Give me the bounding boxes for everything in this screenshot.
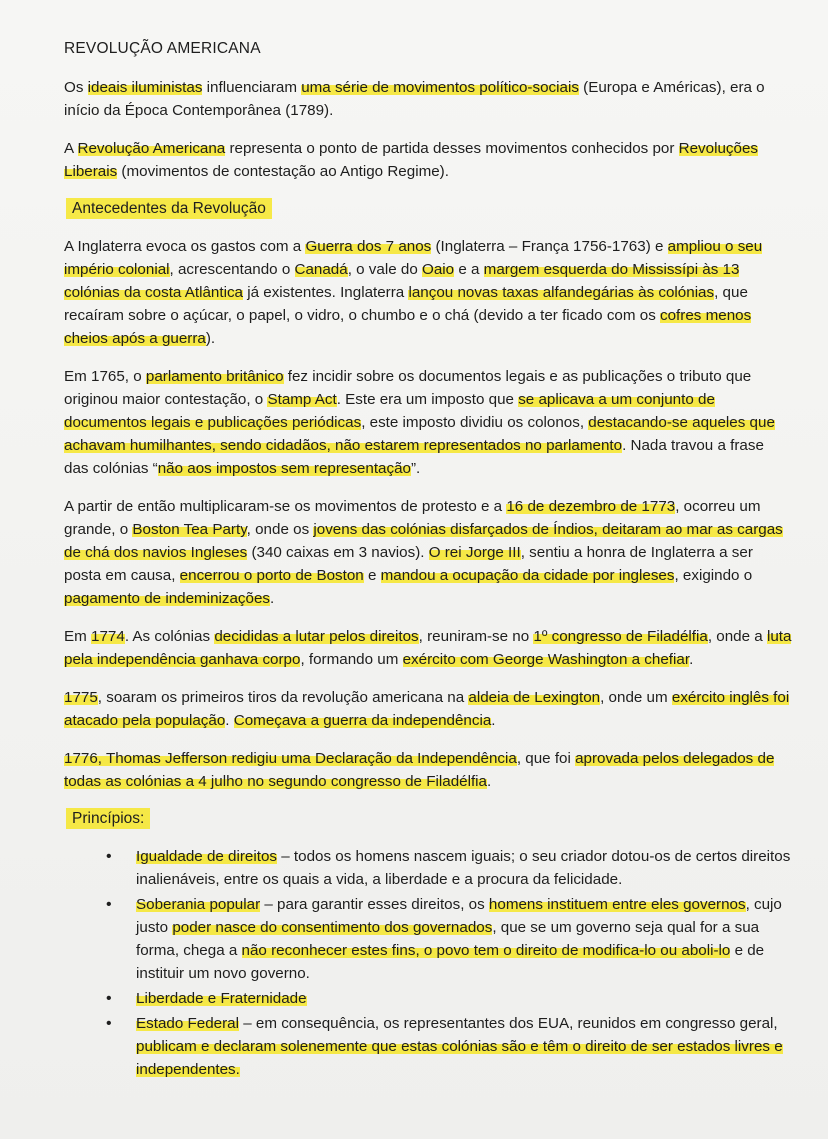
highlighted-text: poder nasce do consentimento dos governados [172, 919, 493, 936]
text-segment: (Inglaterra – França 1756-1763) e [431, 238, 668, 255]
highlighted-text: não reconhecer estes fins, o povo tem o direito de modifica-lo ou aboli-lo [241, 942, 731, 959]
highlighted-text: destacando-se aqueles que achavam humilhantes, sendo cidadãos, não estarem representados no parlamento [64, 414, 775, 454]
highlighted-text: Começava a guerra da independência [233, 712, 492, 729]
highlighted-text: margem esquerda do Mississípi às 13 colónias da costa Atlântica [64, 261, 740, 301]
highlighted-text: ideais iluministas [87, 79, 203, 96]
antecedentes-paragraph-4 [64, 625, 792, 671]
text-segment: representa o ponto de partida desses movimentos conhecidos por [225, 140, 679, 157]
highlighted-text: Liberdade e Fraternidade [136, 990, 307, 1007]
text-segment: e [363, 567, 381, 584]
text-segment: , cujo justo [136, 896, 782, 936]
list-item-text [136, 1015, 783, 1078]
highlighted-text: Revolução Americana [77, 140, 226, 157]
text-segment: e a [454, 261, 484, 278]
text-segment: Os [64, 79, 88, 96]
highlighted-text: aprovada pelos delegados de todas as colónias a 4 julho no segundo congresso de Filadélfia [64, 750, 775, 790]
bullet-icon: • [106, 848, 112, 865]
highlighted-text: Estado Federal [136, 1015, 239, 1032]
highlighted-text: exército inglês foi atacado pela população [64, 689, 790, 729]
highlighted-text: publicam e declaram solenemente que estas colónias são e têm o direito de ser estados livres e independentes. [136, 1038, 783, 1078]
list-item [106, 893, 792, 985]
text-segment: . [270, 590, 275, 607]
text-segment: , onde a [707, 628, 767, 645]
text-segment: . [225, 712, 234, 729]
text-segment: já existentes. Inglaterra [243, 284, 409, 301]
highlighted-text: ampliou o seu império colonial [64, 238, 763, 278]
highlighted-text: 1776, Thomas Jefferson redigiu uma Declaração da Independência [64, 750, 517, 767]
text-segment: (Europa e Américas), era o início da Época Contemporânea (1789). [64, 79, 765, 119]
text-segment: . [491, 712, 496, 729]
highlighted-text: homens instituem entre eles governos [488, 896, 746, 913]
text-segment: (340 caixas em 3 navios). [247, 544, 429, 561]
highlighted-text: Canadá [294, 261, 348, 278]
text-segment: , sentiu a honra de Inglaterra a ser posta em causa, [64, 544, 753, 584]
highlighted-text: 1774 [91, 628, 125, 645]
text-segment: – para garantir esses direitos, os [260, 896, 489, 913]
text-segment: , onde um [600, 689, 672, 706]
highlighted-text: lançou novas taxas alfandegárias às colónias [408, 284, 715, 301]
text-segment: , formando um [300, 651, 403, 668]
principios-list [64, 845, 792, 1081]
text-segment: (movimentos de contestação ao Antigo Regime). [117, 163, 449, 180]
highlighted-text: 1775 [64, 689, 98, 706]
highlighted-text: encerrou o porto de Boston [179, 567, 364, 584]
text-segment: , onde os [246, 521, 314, 538]
section-heading-antecedentes-text: Antecedentes da Revolução [66, 198, 272, 219]
text-segment: ”. [410, 460, 421, 477]
highlighted-text: O rei Jorge III [428, 544, 521, 561]
highlighted-text: parlamento britânico [145, 368, 284, 385]
text-segment: . As colónias [124, 628, 215, 645]
page-title: REVOLUÇÃO AMERICANA [64, 40, 261, 57]
highlighted-text: não aos impostos sem representação [157, 460, 411, 477]
text-segment: A Inglaterra evoca os gastos com a [64, 238, 306, 255]
highlighted-text: pagamento de indeminizações [64, 590, 271, 607]
text-segment: A partir de então multiplicaram-se os movimentos de protesto e a [64, 498, 507, 515]
text-segment: ). [205, 330, 216, 347]
section-heading-antecedentes [66, 198, 792, 219]
text-segment: , que se um governo seja qual for a sua forma, chega a [136, 919, 760, 959]
intro-paragraph-1 [64, 76, 792, 122]
text-segment: , soaram os primeiros tiros da revolução americana na [97, 689, 469, 706]
text-segment: , este imposto dividiu os colonos, [361, 414, 589, 431]
bullet-icon: • [106, 1015, 112, 1032]
text-segment: , exigindo o [674, 567, 753, 584]
antecedentes-paragraph-2 [64, 365, 792, 480]
highlighted-text: Igualdade de direitos [136, 848, 278, 865]
highlighted-text: uma série de movimentos político-sociais [301, 79, 579, 96]
list-item-text [136, 896, 782, 982]
highlighted-text: Boston Tea Party [132, 521, 247, 538]
highlighted-text: se aplicava a um conjunto de documentos legais e publicações periódicas [64, 391, 715, 431]
bullet-icon: • [106, 896, 112, 913]
text-segment: . [689, 651, 694, 668]
text-segment: , que recaíram sobre o açúcar, o papel, o vidro, o chumbo e o chá (devido a ter ficado com os [64, 284, 748, 324]
section-heading-principios [66, 808, 792, 829]
highlighted-text: 1º congresso de Filadélfia [533, 628, 708, 645]
highlighted-text: jovens das colónias disfarçados de Índios, deitaram ao mar as cargas de chá dos navios Ingleses [64, 521, 783, 561]
text-segment: influenciaram [202, 79, 302, 96]
highlighted-text: aldeia de Lexington [468, 689, 601, 706]
list-item [106, 845, 792, 891]
text-segment: Em [64, 628, 92, 645]
text-segment: , ocorreu um grande, o [64, 498, 761, 538]
highlighted-text: Revoluções Liberais [64, 140, 758, 180]
text-segment: , acrescentando o [169, 261, 295, 278]
highlighted-text: exército com George Washington a chefiar [402, 651, 690, 668]
intro-paragraph-2 [64, 137, 792, 183]
antecedentes-paragraph-5 [64, 686, 792, 732]
antecedentes-paragraph-6 [64, 747, 792, 793]
antecedentes-paragraph-3 [64, 495, 792, 610]
highlighted-text: luta pela independência ganhava corpo [64, 628, 792, 668]
section-heading-principios-text: Princípios: [66, 808, 150, 829]
text-segment: fez incidir sobre os documentos legais e as publicações o tributo que originou maior contestação, o [64, 368, 752, 408]
highlighted-text: Oaio [422, 261, 455, 278]
text-segment: A [64, 140, 78, 157]
list-item-text [136, 848, 790, 888]
text-segment: , que foi [516, 750, 576, 767]
highlighted-text: Guerra dos 7 anos [305, 238, 432, 255]
antecedentes-paragraph-1 [64, 235, 792, 350]
text-segment: . Este era um imposto que [336, 391, 519, 408]
text-segment: . Nada travou a frase das colónias “ [64, 437, 764, 477]
highlighted-text: 16 de dezembro de 1773 [506, 498, 676, 515]
highlighted-text: Stamp Act [267, 391, 337, 408]
list-item-text [136, 990, 307, 1007]
text-segment: – todos os homens nascem iguais; o seu criador dotou-os de certos direitos inalienáveis, entre os quais a vida, a liberdade e a procura da felicidade. [136, 848, 791, 888]
highlighted-text: Soberania popular [136, 896, 261, 913]
text-segment: , reuniram-se no [418, 628, 534, 645]
text-segment: , o vale do [347, 261, 423, 278]
text-segment: – em consequência, os representantes dos EUA, reunidos em congresso geral, [239, 1015, 778, 1032]
highlighted-text: decididas a lutar pelos direitos [214, 628, 419, 645]
list-item [106, 987, 792, 1010]
text-segment: . [487, 773, 492, 790]
text-segment: Em 1765, o [64, 368, 146, 385]
highlighted-text: mandou a ocupação da cidade por ingleses [380, 567, 675, 584]
list-item [106, 1012, 792, 1081]
text-segment: e de instituir um novo governo. [136, 942, 765, 982]
highlighted-text: cofres menos cheios após a guerra [64, 307, 752, 347]
bullet-icon: • [106, 990, 112, 1007]
